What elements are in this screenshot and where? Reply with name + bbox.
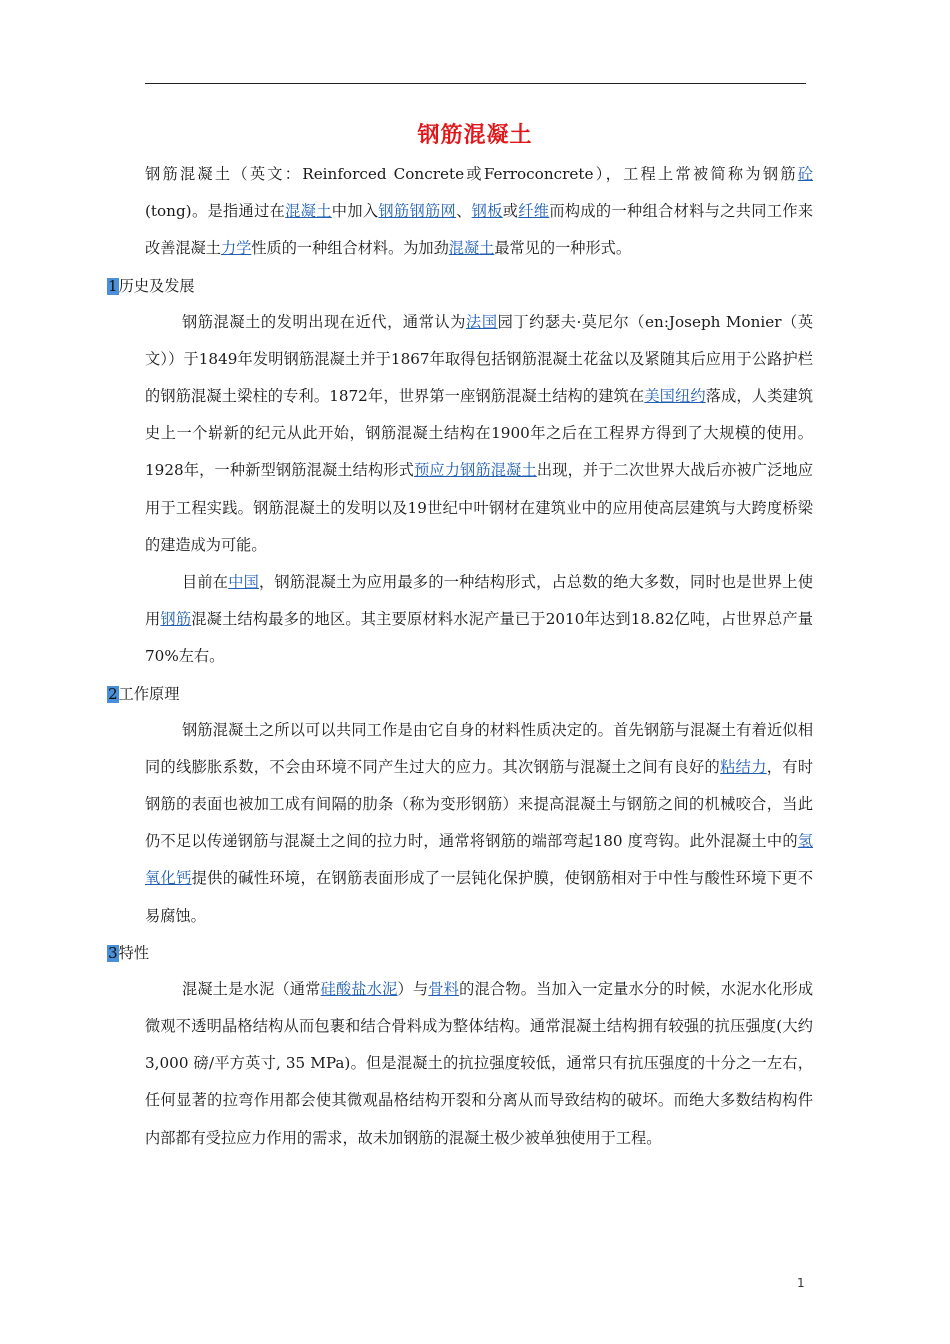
link-new-york[interactable]: 美国纽约 (644, 387, 706, 406)
section-heading-principle (107, 676, 813, 712)
text-span: 混凝土结构最多的地区。其主要原材料水泥产量已于2010年达到18.82亿吨，占世界总产量70%左右。 (145, 610, 814, 666)
text-span: 落成，人类建筑史上一个崭新的纪元从此开始，钢筋混凝土结构在1900年之后在工程界方得到了大规模的使用。1928年，一种新型钢筋混凝土结构形式 (145, 387, 814, 480)
link-aggregate[interactable]: 骨料 (428, 979, 460, 998)
page-title: 钢筋混凝土 (417, 122, 533, 148)
section-number: 1 (108, 276, 118, 295)
link-steel-plate[interactable]: 钢板 (471, 202, 503, 221)
link-tong[interactable]: 砼 (797, 165, 813, 183)
section-heading-history (107, 268, 813, 304)
link-concrete[interactable]: 混凝土 (285, 202, 332, 221)
text-span: 目前在 (182, 573, 229, 592)
history-paragraph-2 (145, 564, 813, 676)
link-bond-strength[interactable]: 粘结力 (720, 757, 767, 776)
link-concrete-2[interactable]: 混凝土 (448, 239, 495, 258)
text-span: 提供的碱性环境，在钢筋表面形成了一层钝化保护膜，使钢筋相对于中性与酸性环境下更不易腐蚀。 (145, 869, 814, 925)
section-number: 2 (108, 684, 118, 703)
text-span: 钢筋混凝土（英文：Reinforced Concrete或Ferroconcrete），工程上常被简称为钢筋 (145, 165, 798, 183)
text-span: 的混合物。当加入一定量水分的时候，水泥水化形成微观不透明晶格结构从而包裹和结合骨料成为整体结构。通常混凝土结构拥有较强的抗压强度(大约 3,000 磅/平方英寸, 35 MPa)。但是混凝土的抗拉强度较低，通常只有抗压强度的十分之一左右，任何显著的拉弯作用都会使其微观晶格结构开裂和分离从而导致结构的破坏。而绝大多数结构构件内部都有受拉应力作用的需求，故未加钢筋的混凝土极少被单独使用于工程。 (145, 979, 814, 1147)
properties-paragraph (145, 971, 813, 1157)
section-title: 特性 (118, 943, 150, 962)
section-number: 3 (108, 943, 118, 962)
principle-paragraph (145, 712, 813, 935)
text-span: 混凝土是水泥（通常 (182, 979, 321, 998)
text-span: ，有时钢筋的表面也被加工成有间隔的肋条（称为变形钢筋）来提高混凝土与钢筋之间的机械咬合，当此仍不足以传递钢筋与混凝土之间的拉力时，通常将钢筋的端部弯起180 度弯钩。此外混凝土中的 (145, 757, 814, 851)
header-rule (145, 83, 806, 84)
intro-paragraph (145, 156, 813, 268)
link-fiber[interactable]: 纤维 (518, 202, 550, 221)
text-span: 性质的一种组合材料。为加劲 (251, 239, 449, 258)
link-calcium-hydroxide[interactable]: 氢氧化钙 (145, 832, 813, 888)
text-span: ，钢筋混凝土为应用最多的一种结构形式，占总数的绝大多数，同时也是世界上使用 (145, 573, 814, 629)
link-prestressed-concrete[interactable]: 预应力钢筋混凝土 (414, 461, 537, 480)
section-title: 历史及发展 (118, 276, 195, 295)
page-number: 1 (797, 1276, 805, 1290)
text-span: 园丁约瑟夫·莫尼尔（en:Joseph Monier（英文））于1849年发明钢筋混凝土并于1867年取得包括钢筋混凝土花盆以及紧随其后应用于公路护栏的钢筋混凝土梁柱的专利。1872年，世界第一座钢筋混凝土结构的建筑在 (145, 312, 814, 406)
text-span: 、 (456, 202, 472, 221)
text-span: 出现，并于二次世界大战后亦被广泛地应用于工程实践。钢筋混凝土的发明以及19世纪中叶钢材在建筑业中的应用使高层建筑与大跨度桥梁的建造成为可能。 (145, 461, 814, 554)
link-rebar-mesh[interactable]: 钢筋钢筋网 (378, 202, 457, 221)
section-title: 工作原理 (118, 684, 180, 703)
text-span: 而构成的一种组合材料与之共同工作来改善混凝土 (145, 202, 814, 258)
article-body (108, 156, 814, 1157)
link-portland-cement[interactable]: 硅酸盐水泥 (320, 979, 398, 998)
history-paragraph-1 (145, 304, 813, 564)
text-span: 钢筋混凝土的发明出现在近代，通常认为 (182, 312, 467, 331)
text-span: ）与 (397, 979, 429, 998)
text-span: 钢筋混凝土之所以可以共同工作是由它自身的材料性质决定的。首先钢筋与混凝土有着近似相同的线膨胀系数，不会由环境不同产生过大的应力。其次钢筋与混凝土之间有良好的 (145, 720, 813, 776)
link-china[interactable]: 中国 (228, 573, 259, 592)
link-mechanics[interactable]: 力学 (220, 239, 252, 258)
section-heading-properties (107, 935, 813, 971)
text-span: (tong)。是指通过在 (145, 202, 286, 221)
link-rebar[interactable]: 钢筋 (160, 610, 192, 629)
text-span: 或 (502, 202, 519, 221)
text-span: 最常见的一种形式。 (494, 239, 631, 258)
link-france[interactable]: 法国 (466, 312, 498, 331)
text-span: 中加入 (331, 202, 379, 221)
